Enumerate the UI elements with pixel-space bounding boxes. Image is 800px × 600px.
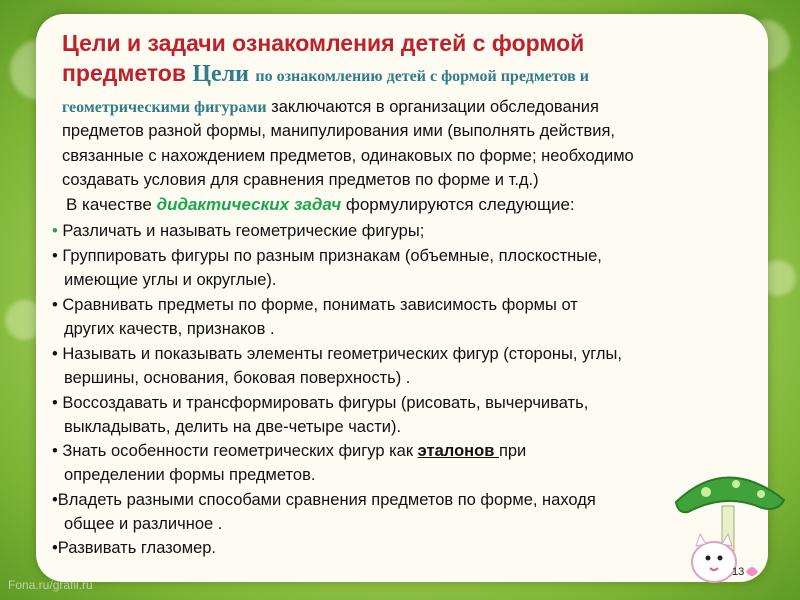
task-bullet: •Развивать глазомер.	[52, 539, 217, 557]
tasks-intro-after: формулируются следующие:	[341, 195, 575, 214]
task-bullet-cont: имеющие углы и округлые).	[64, 271, 277, 289]
task-bullet-cont: общее и различное .	[64, 515, 223, 533]
task-text: при	[498, 442, 527, 460]
task-bullet-cont: определении формы предметов.	[64, 466, 316, 484]
goals-subheading-cont: геометрическими фигурами	[62, 99, 267, 116]
standards-term: эталонов	[417, 442, 499, 460]
task-text: Различать и называть геометрические фигуры;	[57, 222, 425, 240]
task-bullet-cont: других качеств, признаков .	[64, 320, 275, 338]
task-bullet: • Группировать фигуры по разным признакам (объемные, плоскостные,	[52, 247, 602, 265]
didactic-tasks-highlight: дидактических задач	[156, 195, 342, 214]
goals-text: заключаются в организации обследования	[266, 98, 599, 116]
title-subject-word: предметов	[62, 60, 186, 86]
bullet-dot: •	[52, 222, 58, 240]
goals-subheading: по ознакомлению детей с формой предметов и	[255, 68, 589, 85]
mushroom-cat-illustration	[666, 462, 788, 590]
task-bullet: •Владеть разными способами сравнения предметов по форме, находя	[52, 491, 596, 509]
task-bullet	[52, 442, 526, 461]
task-bullet: • Называть и показывать элементы геометрических фигур (стороны, углы,	[52, 345, 622, 363]
task-bullet	[52, 222, 424, 241]
goals-line: предметов разной формы, манипулирования ими (выполнять действия,	[62, 122, 615, 140]
task-bullet: • Воссоздавать и трансформировать фигуры (рисовать, вычерчивать,	[52, 394, 589, 412]
watermark: Fona.ru/grafil.ru	[8, 578, 93, 592]
goals-line: создавать условия для сравнения предметов по форме и т.д.)	[62, 171, 539, 189]
task-bullet-cont: выкладывать, делить на две-четыре части).	[64, 418, 402, 436]
page-number: 13	[732, 566, 745, 578]
goals-heading: Цели	[192, 61, 249, 87]
slide-title-line1: Цели и задачи ознакомления детей с формой	[62, 30, 585, 56]
task-bullet-cont: вершины, основания, боковая поверхность) .	[64, 369, 411, 387]
goals-line	[62, 98, 599, 117]
slide-title-line2	[62, 60, 589, 88]
task-bullet: • Сравнивать предметы по форме, понимать зависимость формы от	[52, 296, 578, 314]
tasks-intro	[66, 195, 575, 215]
tasks-intro-before: В качестве	[66, 195, 157, 214]
task-text: • Знать особенности геометрических фигур как	[52, 442, 418, 460]
goals-line: связанные с нахождением предметов, одинаковых по форме; необходимо	[62, 147, 634, 165]
